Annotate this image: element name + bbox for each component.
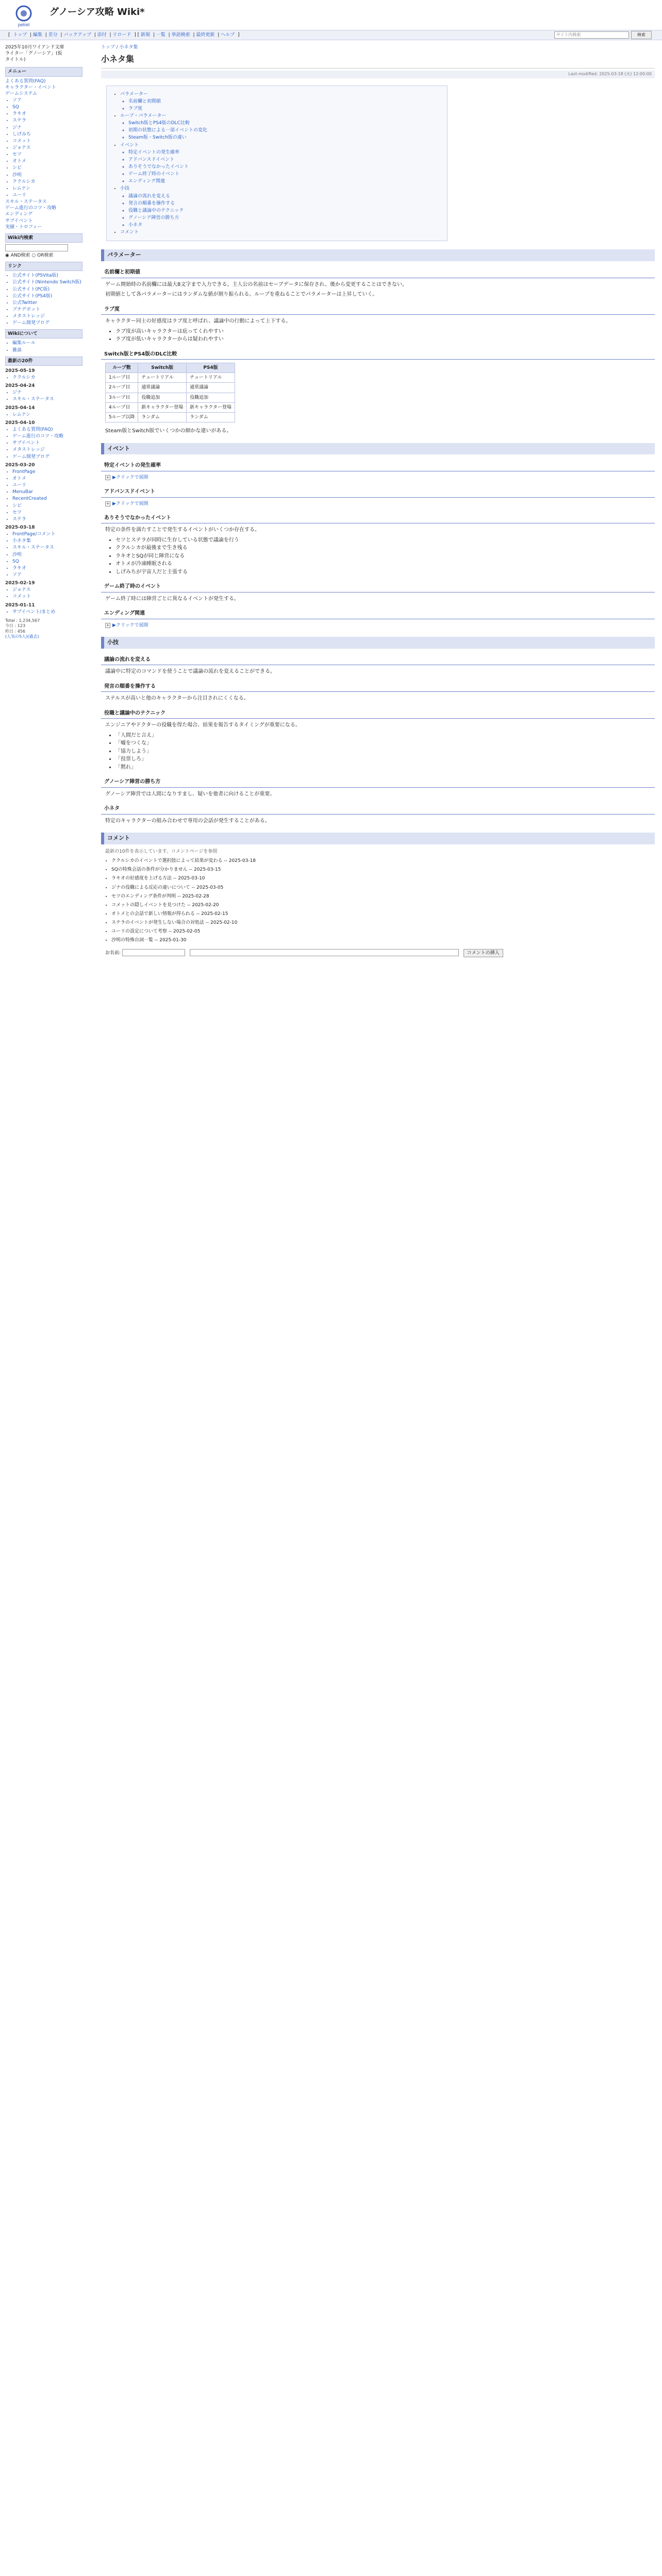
table-cell: 通常議論 (138, 383, 187, 393)
paragraph: キャラクター同士の好感度はラブ度と呼ばれ、議論中の行動によって上下する。 (105, 318, 291, 325)
sidebar (5, 44, 82, 639)
table-cell: 4ループ目 (106, 402, 138, 412)
list-item: • しげみちが宇宙人だと主張する (115, 569, 655, 576)
external-link[interactable]: • 公式サイト(Nintendo Switch版) (12, 279, 82, 285)
list-item: • 「黙れ」 (115, 764, 655, 771)
sidebar-char[interactable]: • ユーリ (12, 192, 82, 198)
nav-new[interactable]: 新規 (141, 32, 151, 38)
external-link[interactable]: • 公式サイト(PSVita版) (12, 273, 82, 279)
table-cell: ランダム (138, 412, 187, 422)
table-row (106, 393, 235, 402)
sidebar-char[interactable]: • ラキオ (12, 111, 82, 117)
sidebar-links-heading: リンク (5, 262, 82, 271)
sidebar-intro: 2025年10月ワイアンド文庫 ライター「グノーシア」(仮 タイトル) (5, 45, 64, 63)
comment-item: • ジナの役職による反応の違いについて -- 2025-03-05 (111, 885, 655, 891)
site-search-button[interactable]: 検索 (631, 31, 652, 39)
toc-subitem[interactable]: ◦ エンディング関連 (128, 178, 442, 184)
comment-form: お名前: コメントの挿入 (105, 949, 655, 957)
sidebar-char[interactable]: • シピ (12, 165, 82, 171)
sidebar-char[interactable]: • オトメ (12, 158, 82, 164)
dlc-table (105, 363, 235, 422)
list-item: • 「投票しろ」 (115, 756, 655, 763)
toc-subitem[interactable]: ◦ 名前欄と初期値 (128, 98, 442, 105)
recent-item[interactable]: • SQ (12, 558, 82, 565)
subsection-heading: ゲーム終了時のイベント (101, 582, 655, 592)
paragraph: エンジニアやドクターの役職を得た場合、結果を報告するタイミングが重要になる。 (105, 722, 301, 728)
table-of-contents (106, 86, 448, 242)
subsection-heading: 議論の流れを変える (101, 655, 655, 666)
sidebar-link[interactable]: エンディング (5, 212, 33, 217)
recent-item[interactable]: • ステラ (12, 516, 82, 522)
toc-subitem[interactable]: ◦ ゲーム終了時のイベント (128, 171, 442, 177)
subsection-heading: 特定イベントの発生確率 (101, 461, 655, 471)
recent-item[interactable]: • シピ (12, 503, 82, 509)
list-item: • ククルシカが最後まで生き残る (115, 545, 655, 552)
list-item: • オトメが冷凍睡眠される (115, 561, 655, 568)
recent-date: 2025-03-18 (5, 525, 35, 530)
section-heading: 小技 (101, 637, 655, 649)
table-cell: ランダム (187, 412, 235, 422)
sidebar-char[interactable]: • ククルシカ (12, 179, 82, 185)
subsection-heading: エンディング関連 (101, 608, 655, 619)
bullet-list (101, 537, 655, 576)
recent-group (5, 383, 82, 402)
sidebar-link[interactable]: 実績・トロフィー (5, 224, 42, 230)
list-item: • 「嘘をつくな」 (115, 740, 655, 747)
recent-item[interactable]: • サブイベント/まとめ (12, 609, 82, 615)
comment-item: • 沙明の特殊台詞一覧 -- 2025-01-30 (111, 937, 655, 943)
table-cell: 新キャラクター登場 (187, 402, 235, 412)
paragraph: 特定の条件を満たすことで発生するイベントがいくつか存在する。 (105, 527, 260, 533)
sidebar-char[interactable]: • 沙明 (12, 172, 82, 178)
plus-icon: + (106, 474, 110, 480)
table-cell: 2ループ目 (106, 383, 138, 393)
site-title[interactable]: グノーシア攻略 Wiki* (49, 7, 145, 18)
top-nav: [ トップ | 編集 | 差分 | バックアップ | 添付 | リロード ] [ 新規 | 一覧 | 単語検索 | 最終更新 | ヘルプ ] サイト内検索 検索 (0, 30, 662, 40)
recent-item[interactable]: • FrontPage/コメント (12, 531, 82, 537)
nav-recent[interactable]: 最終更新 (196, 32, 215, 38)
sidebar-link[interactable]: スキル・ステータス (5, 199, 47, 205)
comment-item: • ククルシカのイベントで選択肢によって結果が変わる -- 2025-03-18 (111, 858, 655, 864)
sidebar-char[interactable]: • ジョナス (12, 145, 82, 151)
plus-icon: + (106, 501, 110, 506)
recent-item[interactable]: • ククルシカ (12, 375, 82, 381)
bullet-list (101, 328, 655, 343)
sidebar-char[interactable]: • コメット (12, 138, 82, 144)
toc-subitem[interactable]: ◦ 小ネタ (128, 222, 442, 228)
recent-item[interactable]: • ラキオ (12, 565, 82, 571)
comment-item: • ラキオの好感度を上げる方法 -- 2025-03-10 (111, 875, 655, 882)
subsection-heading: グノーシア陣営の勝ち方 (101, 777, 655, 788)
bullet-list (101, 732, 655, 771)
recent-date: 2025-05-19 (5, 368, 35, 374)
nav-search[interactable]: 単語検索 (171, 32, 190, 38)
table-cell: 1ループ目 (106, 373, 138, 383)
table-row (106, 412, 235, 422)
logo-text: petrel (18, 22, 30, 27)
table-header: ループ数 (106, 363, 138, 373)
list-item: • ラブ度が高いキャラクターは庇ってくれやすい (115, 328, 655, 335)
nav-attach[interactable]: 添付 (97, 32, 107, 38)
comment-item: • コメットの隠しイベントを見つけた -- 2025-02-20 (111, 902, 655, 908)
table-cell: 役職追加 (138, 393, 187, 402)
sidebar-search-heading: Wiki内検索 (5, 233, 82, 243)
comment-body-input[interactable] (190, 949, 459, 956)
site-header (0, 0, 662, 30)
sidebar-char[interactable]: • ジナ (12, 125, 82, 131)
comment-submit-button[interactable]: コメントの挿入 (464, 949, 503, 957)
sidebar-link[interactable]: サブイベント (5, 218, 33, 224)
recent-item[interactable]: • コメット (12, 594, 82, 600)
sidebar-external-links (5, 273, 82, 326)
table-row (106, 402, 235, 412)
section-heading: コメント (101, 833, 655, 844)
table-cell: 役職追加 (187, 393, 235, 402)
subsection-heading: 発言の順番を操作する (101, 682, 655, 692)
subsection-heading: アドバンスドイベント (101, 487, 655, 498)
sidebar-wiki-heading: Wikiについて (5, 329, 82, 338)
paragraph: ゲーム終了時には陣営ごとに異なるイベントが発生する。 (105, 596, 239, 602)
toc-subitem[interactable]: ◦ ありそうでなかったイベント (128, 164, 442, 170)
paragraph: 議論中に特定のコマンドを使うことで議論の流れを変えることができる。 (105, 669, 275, 675)
sidebar-recent-heading: 最新の20件 (5, 357, 82, 366)
toc-subitem[interactable]: ◦ 発言の順番を操作する (128, 200, 442, 207)
subsection-heading: 小ネタ (101, 804, 655, 815)
paragraph: 特定のキャラクターの組み合わせで専用の会話が発生することがある。 (105, 818, 270, 824)
breadcrumb[interactable]: トップ / 小ネタ集 (101, 45, 138, 50)
sidebar-wiki-list (5, 340, 82, 353)
table-header: Switch版 (138, 363, 187, 373)
table-cell: 通常議論 (187, 383, 235, 393)
external-link[interactable]: • メタストレッジ (12, 313, 82, 319)
toc-subitem[interactable]: ◦ グノーシア陣営の勝ち方 (128, 215, 442, 221)
toc-subitem[interactable]: ◦ Steam版・Switch版の違い (128, 134, 442, 141)
comment-item: • ステラのイベントが発生しない場合の対処法 -- 2025-02-10 (111, 920, 655, 926)
paragraph: ステルスが高いと他のキャラクターから注目されにくくなる。 (105, 696, 249, 702)
recent-item[interactable]: • スキル・ステータス (12, 545, 82, 551)
sidebar-menu-heading: メニュー (5, 67, 82, 76)
toc-subitem[interactable]: ◦ Switch版とPS4版のDLC比較 (128, 120, 442, 126)
recent-date: 2025-04-24 (5, 383, 35, 389)
recent-item[interactable]: • ソア (12, 572, 82, 578)
sidebar-char[interactable]: • ステラ (12, 117, 82, 124)
toc-subitem[interactable]: ◦ 役職と議論中のテクニック (128, 208, 442, 214)
sidebar-search-input[interactable] (5, 244, 68, 251)
sidebar-char[interactable]: • セツ (12, 151, 82, 158)
fold-toggle[interactable]: + ▶クリックで展開 (106, 622, 148, 628)
fold-toggle[interactable]: + ▶クリックで展開 (106, 474, 148, 480)
recent-item[interactable]: • RecentCreated (12, 496, 82, 502)
table-cell: 3ループ目 (106, 393, 138, 402)
wiki-link[interactable]: • 編集ルール (12, 340, 82, 346)
recent-group (5, 524, 82, 578)
sidebar-character-list (5, 97, 82, 198)
toc-item[interactable]: イベント (120, 142, 139, 148)
recent-item[interactable]: • ゲーム進行のコツ・攻略 (12, 433, 82, 439)
recent-item[interactable]: • FrontPage (12, 469, 82, 475)
sidebar-char[interactable]: • ソア (12, 97, 82, 104)
table-row (106, 373, 235, 383)
recent-item[interactable]: • 小ネタ集 (12, 538, 82, 544)
subsection-heading: Switch版とPS4版のDLC比較 (101, 349, 655, 360)
recent-item[interactable]: • 沙明 (12, 552, 82, 558)
recent-date: 2025-04-14 (5, 405, 35, 411)
comment-item: • SQの特殊会話の条件が分かりません -- 2025-03-15 (111, 867, 655, 873)
external-link[interactable]: • 公式サイト(PS4版) (12, 293, 82, 299)
paragraph: ゲーム開始時の名前欄には最大8文字まで入力できる。主人公の名前はセーブデータに保存され、後から変更することはできない。 (105, 281, 408, 287)
toc-subitem[interactable]: ◦ 特定イベントの発生確率 (128, 149, 442, 156)
recent-item[interactable]: • メタストレッジ (12, 447, 82, 453)
list-item: • ラキオとSQが同じ陣営になる (115, 553, 655, 560)
recent-item[interactable]: • オトメ (12, 476, 82, 482)
last-modified: Last-modified: 2025-03-18 (火) 12:00:00 (101, 71, 655, 78)
fold-toggle[interactable]: + ▶クリックで展開 (106, 501, 148, 506)
recent-group (5, 602, 82, 615)
toc-subitem[interactable]: ◦ 議論の流れを変える (128, 193, 442, 199)
paragraph: Steam版とSwitch版でいくつかの細かな違いがある。 (105, 428, 232, 434)
paragraph: 初期値として各パラメーターにはランダムな値が割り振られる。ループを重ねることでパラメーターは上昇していく。 (105, 292, 378, 298)
comment-item: • セツのエンディング条件が判明 -- 2025-02-28 (111, 893, 655, 900)
toc-item[interactable]: 小技 (120, 186, 130, 192)
section-heading: パラメーター (101, 249, 655, 261)
table-cell: 5ループ以降 (106, 412, 138, 422)
paragraph: グノーシア陣営では人間になりすまし、疑いを他者に向けることが重要。 (105, 791, 275, 797)
recent-item[interactable]: • ユーリ (12, 482, 82, 488)
sidebar-search-options (5, 252, 82, 259)
list-item: • 「協力しよう」 (115, 748, 655, 755)
site-logo[interactable] (11, 4, 36, 28)
recent-group (5, 405, 82, 418)
access-counter: Total : 1,234,567 今日 : 123 昨日 : 456 (人気の5人)(過去) (5, 618, 40, 639)
external-link[interactable]: • 公式サイト(PC版) (12, 286, 82, 293)
main-content (101, 44, 655, 957)
table-row (106, 383, 235, 393)
table-header: PS4版 (187, 363, 235, 373)
and-radio[interactable]: ◉ AND検索 (5, 252, 30, 258)
toc-subitem[interactable]: ◦ アドバンスドイベント (128, 157, 442, 163)
recent-group (5, 580, 82, 600)
subsection-heading: 役職と議論中のテクニック (101, 708, 655, 719)
recent-item[interactable]: • MenuBar (12, 489, 82, 495)
recent-item[interactable]: • サブイベント (12, 440, 82, 446)
subsection-heading: 名前欄と初期値 (101, 267, 655, 278)
table-cell: チュートリアル (138, 373, 187, 383)
recent-item[interactable]: • スキル・ステータス (12, 396, 82, 402)
subsection-heading: ラブ度 (101, 304, 655, 315)
comment-item: • オトメとの会話で新しい情報が得られる -- 2025-02-15 (111, 911, 655, 917)
recent-item[interactable]: • ゲーム開発ブログ (12, 454, 82, 460)
or-radio[interactable]: ○ OR検索 (31, 252, 54, 258)
wiki-link[interactable]: • 雑談 (12, 347, 82, 353)
toc-subitem[interactable]: ◦ ラブ度 (128, 106, 442, 112)
sidebar-item-faq[interactable]: よくある質問(FAQ) (5, 78, 46, 84)
plus-icon: + (106, 622, 110, 628)
page-title: 小ネタ集 (101, 52, 655, 69)
sidebar-link[interactable]: ゲーム進行のコツ・攻略 (5, 206, 57, 211)
comment-list (101, 858, 655, 943)
sidebar-char[interactable]: • レムナン (12, 185, 82, 192)
comment-intro[interactable]: 最新の10件を表示しています。コメントページを参照 (105, 849, 218, 854)
toc-item[interactable]: ループ・パラメーター (120, 113, 167, 118)
recent-group (5, 420, 82, 460)
recent-date: 2025-04-10 (5, 420, 35, 426)
recent-group (5, 462, 82, 522)
table-cell: 新キャラクター登場 (138, 402, 187, 412)
subsection-heading: ありそうでなかったイベント (101, 513, 655, 524)
sidebar-char[interactable]: • SQ (12, 104, 82, 110)
nav-reload[interactable]: リロード (112, 32, 131, 38)
nav-top[interactable]: トップ (13, 32, 27, 38)
recent-item[interactable]: • セツ (12, 510, 82, 516)
list-item: • 「人間だと言え」 (115, 732, 655, 739)
comment-item: • ユーリの設定について考察 -- 2025-02-05 (111, 928, 655, 935)
recent-date: 2025-03-20 (5, 462, 35, 468)
sidebar-item-system[interactable]: ゲームシステム (5, 91, 38, 96)
recent-item[interactable]: • ジナ (12, 389, 82, 396)
toc-subitem[interactable]: ◦ 初期の状態による一部イベントの変化 (128, 127, 442, 133)
list-item: • セツとステラが同時に生存している状態で議論を行う (115, 537, 655, 544)
external-link[interactable]: • ゲーム開発ブログ (12, 320, 82, 326)
recent-group (5, 368, 82, 381)
toc-item[interactable]: パラメーター (120, 91, 148, 97)
nav-list[interactable]: 一覧 (156, 32, 166, 38)
table-cell: チュートリアル (187, 373, 235, 383)
section-heading: イベント (101, 443, 655, 455)
sidebar-char[interactable]: • しげみち (12, 131, 82, 138)
sidebar-item-characters[interactable]: キャラクター・イベント (5, 84, 56, 90)
recent-item[interactable]: • ジョナス (12, 587, 82, 593)
external-link[interactable]: • プチデポット (12, 307, 82, 313)
recent-date: 2025-01-11 (5, 602, 35, 608)
nav-edit[interactable]: 編集 (32, 32, 42, 38)
table-header-row (106, 363, 235, 373)
list-item: • ラブ度が低いキャラクターからは疑われやすい (115, 336, 655, 343)
recent-date: 2025-02-19 (5, 581, 35, 586)
nav-help[interactable]: ヘルプ (221, 32, 235, 38)
external-link[interactable]: • 公式Twitter (12, 300, 82, 306)
comment-name-input[interactable] (122, 949, 185, 956)
nav-backup[interactable]: バックアップ (63, 32, 91, 38)
nav-diff[interactable]: 差分 (48, 32, 58, 38)
recent-item[interactable]: • よくある質問(FAQ) (12, 427, 82, 433)
recent-item[interactable]: • レムナン (12, 412, 82, 418)
toc-item[interactable]: コメント (120, 230, 139, 235)
site-search-input[interactable]: サイト内検索 (554, 31, 629, 39)
